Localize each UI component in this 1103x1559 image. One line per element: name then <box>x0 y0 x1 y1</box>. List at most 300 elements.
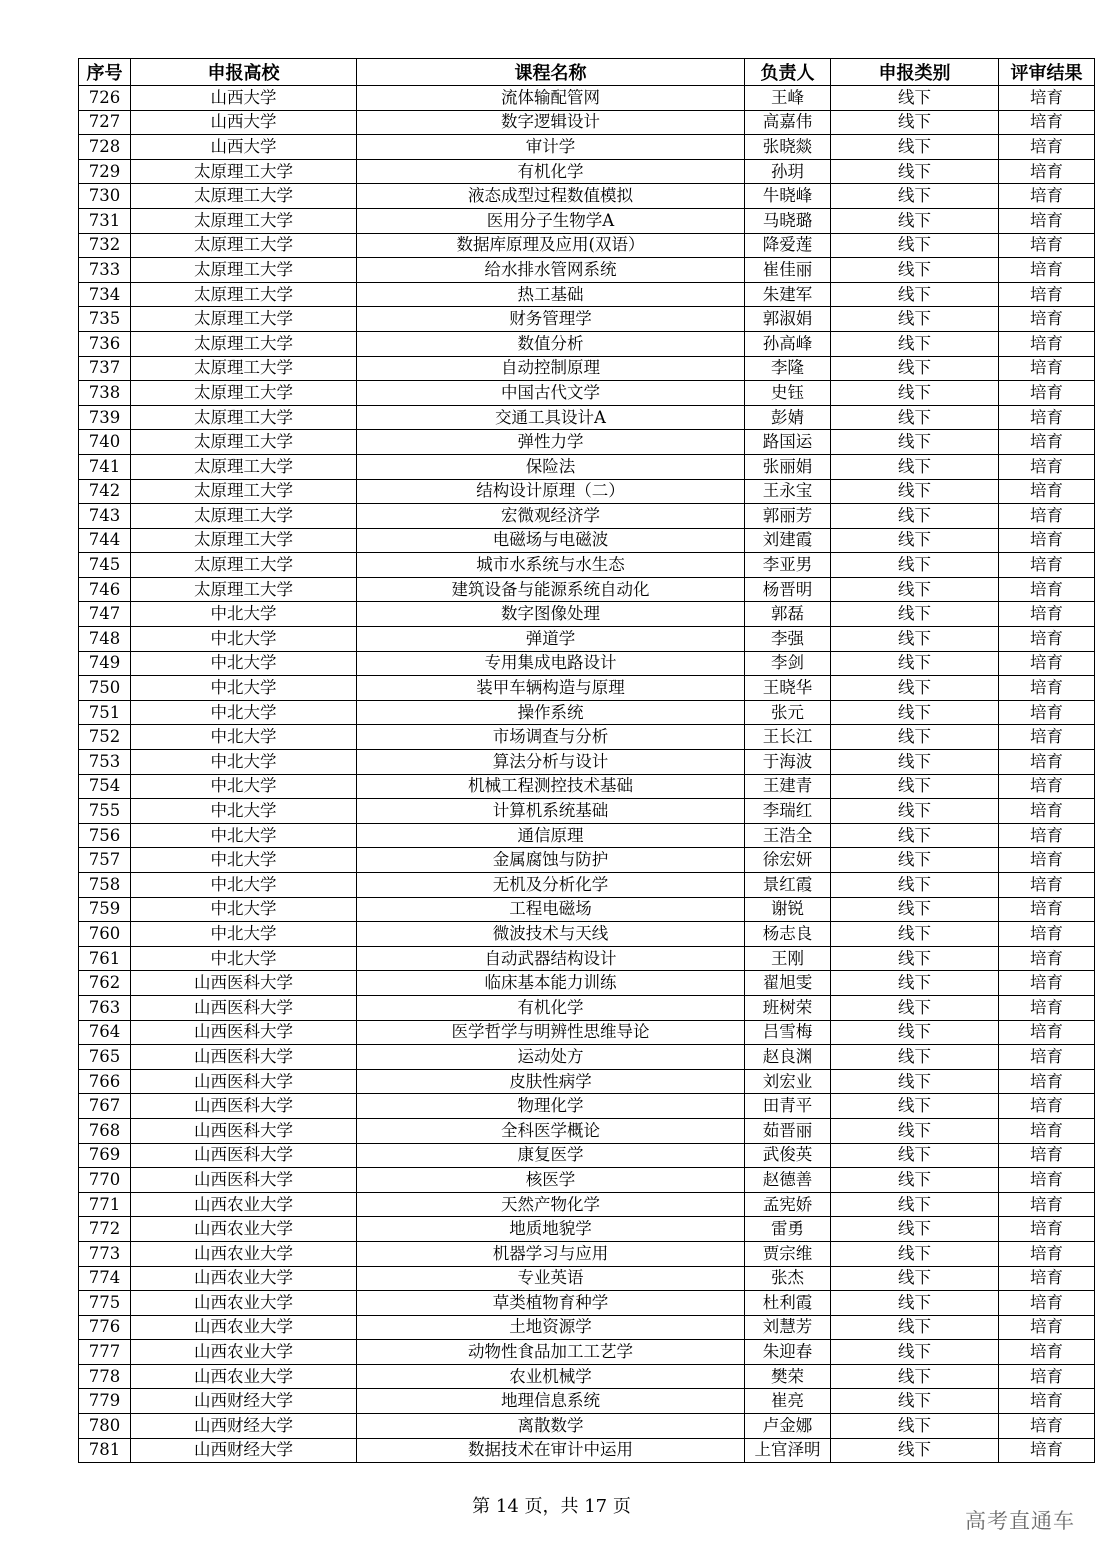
cell-result: 培育 <box>999 86 1095 111</box>
cell-index: 755 <box>79 799 131 824</box>
cell-leader: 王浩全 <box>745 823 831 848</box>
cell-category: 线下 <box>831 1217 999 1242</box>
cell-course-name: 微波技术与天线 <box>357 922 745 947</box>
cell-leader: 朱迎春 <box>745 1340 831 1365</box>
cell-leader: 王刚 <box>745 946 831 971</box>
cell-course-name: 保险法 <box>357 454 745 479</box>
cell-category: 线下 <box>831 331 999 356</box>
cell-course-name: 机器学习与应用 <box>357 1241 745 1266</box>
cell-course-name: 医学哲学与明辨性思维导论 <box>357 1020 745 1045</box>
cell-index: 754 <box>79 774 131 799</box>
cell-index: 775 <box>79 1291 131 1316</box>
cell-university: 中北大学 <box>131 823 357 848</box>
table-row <box>79 1069 1095 1094</box>
cell-course-name: 液态成型过程数值模拟 <box>357 184 745 209</box>
table-row <box>79 504 1095 529</box>
cell-university: 中北大学 <box>131 922 357 947</box>
header-leader: 负责人 <box>745 59 831 86</box>
table-row <box>79 430 1095 455</box>
cell-index: 756 <box>79 823 131 848</box>
cell-category: 线下 <box>831 1414 999 1439</box>
table-row <box>79 1192 1095 1217</box>
cell-course-name: 结构设计原理（二） <box>357 479 745 504</box>
cell-course-name: 无机及分析化学 <box>357 873 745 898</box>
cell-leader: 张丽娟 <box>745 454 831 479</box>
cell-result: 培育 <box>999 602 1095 627</box>
cell-result: 培育 <box>999 676 1095 701</box>
cell-category: 线下 <box>831 258 999 283</box>
cell-index: 748 <box>79 627 131 652</box>
table-row <box>79 1217 1095 1242</box>
cell-result: 培育 <box>999 774 1095 799</box>
cell-course-name: 农业机械学 <box>357 1364 745 1389</box>
cell-leader: 于海波 <box>745 750 831 775</box>
table-row <box>79 331 1095 356</box>
cell-result: 培育 <box>999 1118 1095 1143</box>
cell-category: 线下 <box>831 1241 999 1266</box>
cell-result: 培育 <box>999 725 1095 750</box>
cell-result: 培育 <box>999 233 1095 258</box>
watermark: 高考直通车 <box>965 1509 1075 1533</box>
cell-index: 736 <box>79 331 131 356</box>
cell-course-name: 自动武器结构设计 <box>357 946 745 971</box>
cell-course-name: 审计学 <box>357 135 745 160</box>
cell-category: 线下 <box>831 184 999 209</box>
header-university: 申报高校 <box>131 59 357 86</box>
cell-result: 培育 <box>999 1192 1095 1217</box>
table-row <box>79 553 1095 578</box>
table-row <box>79 405 1095 430</box>
cell-university: 山西农业大学 <box>131 1315 357 1340</box>
cell-leader: 茹晋丽 <box>745 1118 831 1143</box>
cell-category: 线下 <box>831 971 999 996</box>
cell-index: 763 <box>79 995 131 1020</box>
cell-university: 山西农业大学 <box>131 1217 357 1242</box>
cell-course-name: 数字逻辑设计 <box>357 110 745 135</box>
cell-category: 线下 <box>831 823 999 848</box>
cell-result: 培育 <box>999 135 1095 160</box>
cell-result: 培育 <box>999 1094 1095 1119</box>
cell-category: 线下 <box>831 774 999 799</box>
cell-category: 线下 <box>831 1143 999 1168</box>
cell-result: 培育 <box>999 504 1095 529</box>
table-row <box>79 1266 1095 1291</box>
table-row <box>79 258 1095 283</box>
cell-leader: 李强 <box>745 627 831 652</box>
cell-result: 培育 <box>999 184 1095 209</box>
cell-index: 762 <box>79 971 131 996</box>
cell-university: 山西医科大学 <box>131 1143 357 1168</box>
cell-category: 线下 <box>831 381 999 406</box>
cell-leader: 孟宪娇 <box>745 1192 831 1217</box>
table-row <box>79 651 1095 676</box>
table-row <box>79 208 1095 233</box>
cell-course-name: 数值分析 <box>357 331 745 356</box>
cell-category: 线下 <box>831 897 999 922</box>
cell-leader: 杨晋明 <box>745 577 831 602</box>
cell-result: 培育 <box>999 700 1095 725</box>
table-row <box>79 946 1095 971</box>
table-row <box>79 479 1095 504</box>
table-row <box>79 135 1095 160</box>
cell-leader: 王建青 <box>745 774 831 799</box>
cell-result: 培育 <box>999 1438 1095 1463</box>
cell-category: 线下 <box>831 725 999 750</box>
cell-university: 太原理工大学 <box>131 528 357 553</box>
cell-result: 培育 <box>999 307 1095 332</box>
cell-course-name: 全科医学概论 <box>357 1118 745 1143</box>
cell-university: 中北大学 <box>131 774 357 799</box>
cell-result: 培育 <box>999 1217 1095 1242</box>
cell-leader: 翟旭雯 <box>745 971 831 996</box>
cell-course-name: 离散数学 <box>357 1414 745 1439</box>
cell-university: 山西农业大学 <box>131 1340 357 1365</box>
table-row <box>79 1340 1095 1365</box>
cell-leader: 张元 <box>745 700 831 725</box>
cell-index: 728 <box>79 135 131 160</box>
cell-result: 培育 <box>999 258 1095 283</box>
cell-leader: 高嘉伟 <box>745 110 831 135</box>
cell-course-name: 交通工具设计A <box>357 405 745 430</box>
table-row <box>79 602 1095 627</box>
cell-category: 线下 <box>831 307 999 332</box>
table-row <box>79 823 1095 848</box>
cell-university: 太原理工大学 <box>131 504 357 529</box>
cell-leader: 路国运 <box>745 430 831 455</box>
cell-category: 线下 <box>831 627 999 652</box>
cell-course-name: 动物性食品加工工艺学 <box>357 1340 745 1365</box>
cell-index: 764 <box>79 1020 131 1045</box>
cell-leader: 马晓璐 <box>745 208 831 233</box>
table-row <box>79 233 1095 258</box>
cell-university: 中北大学 <box>131 750 357 775</box>
cell-category: 线下 <box>831 1020 999 1045</box>
cell-result: 培育 <box>999 1045 1095 1070</box>
cell-university: 中北大学 <box>131 725 357 750</box>
cell-result: 培育 <box>999 1414 1095 1439</box>
table-row <box>79 750 1095 775</box>
cell-course-name: 运动处方 <box>357 1045 745 1070</box>
cell-category: 线下 <box>831 700 999 725</box>
cell-leader: 降爱莲 <box>745 233 831 258</box>
cell-category: 线下 <box>831 602 999 627</box>
table-row <box>79 897 1095 922</box>
cell-category: 线下 <box>831 1094 999 1119</box>
header-category: 申报类别 <box>831 59 999 86</box>
table-row <box>79 700 1095 725</box>
table-row <box>79 454 1095 479</box>
cell-category: 线下 <box>831 1266 999 1291</box>
table-row <box>79 356 1095 381</box>
cell-course-name: 建筑设备与能源系统自动化 <box>357 577 745 602</box>
cell-university: 太原理工大学 <box>131 159 357 184</box>
cell-result: 培育 <box>999 897 1095 922</box>
cell-category: 线下 <box>831 1069 999 1094</box>
cell-index: 781 <box>79 1438 131 1463</box>
cell-university: 山西大学 <box>131 135 357 160</box>
cell-leader: 班树荣 <box>745 995 831 1020</box>
cell-category: 线下 <box>831 1291 999 1316</box>
cell-leader: 史钰 <box>745 381 831 406</box>
cell-course-name: 通信原理 <box>357 823 745 848</box>
table-row <box>79 1414 1095 1439</box>
header-index: 序号 <box>79 59 131 86</box>
table-row <box>79 725 1095 750</box>
cell-leader: 杜利霞 <box>745 1291 831 1316</box>
cell-index: 779 <box>79 1389 131 1414</box>
cell-course-name: 地理信息系统 <box>357 1389 745 1414</box>
cell-category: 线下 <box>831 873 999 898</box>
cell-course-name: 专业英语 <box>357 1266 745 1291</box>
table-row <box>79 1389 1095 1414</box>
cell-category: 线下 <box>831 799 999 824</box>
cell-category: 线下 <box>831 1045 999 1070</box>
cell-index: 742 <box>79 479 131 504</box>
cell-university: 山西医科大学 <box>131 1094 357 1119</box>
cell-university: 太原理工大学 <box>131 331 357 356</box>
cell-index: 778 <box>79 1364 131 1389</box>
cell-university: 太原理工大学 <box>131 307 357 332</box>
cell-result: 培育 <box>999 577 1095 602</box>
cell-result: 培育 <box>999 1020 1095 1045</box>
table-row <box>79 1094 1095 1119</box>
cell-university: 山西大学 <box>131 110 357 135</box>
cell-university: 山西财经大学 <box>131 1438 357 1463</box>
cell-course-name: 数据库原理及应用(双语） <box>357 233 745 258</box>
cell-index: 761 <box>79 946 131 971</box>
table-row <box>79 1241 1095 1266</box>
cell-index: 751 <box>79 700 131 725</box>
cell-university: 太原理工大学 <box>131 553 357 578</box>
cell-category: 线下 <box>831 1168 999 1193</box>
cell-leader: 李剑 <box>745 651 831 676</box>
table-row <box>79 159 1095 184</box>
cell-index: 749 <box>79 651 131 676</box>
cell-category: 线下 <box>831 750 999 775</box>
cell-course-name: 弹道学 <box>357 627 745 652</box>
page-number: 第 14 页，共 17 页 <box>472 1496 631 1517</box>
cell-index: 731 <box>79 208 131 233</box>
cell-university: 山西医科大学 <box>131 1069 357 1094</box>
table-row <box>79 848 1095 873</box>
cell-category: 线下 <box>831 995 999 1020</box>
cell-course-name: 天然产物化学 <box>357 1192 745 1217</box>
cell-leader: 田青平 <box>745 1094 831 1119</box>
table-header-row <box>79 59 1095 86</box>
cell-university: 太原理工大学 <box>131 282 357 307</box>
cell-index: 770 <box>79 1168 131 1193</box>
cell-university: 山西财经大学 <box>131 1414 357 1439</box>
cell-university: 太原理工大学 <box>131 430 357 455</box>
cell-category: 线下 <box>831 946 999 971</box>
cell-university: 山西医科大学 <box>131 1168 357 1193</box>
table-row <box>79 1291 1095 1316</box>
cell-leader: 牛晓峰 <box>745 184 831 209</box>
cell-course-name: 皮肤性病学 <box>357 1069 745 1094</box>
cell-leader: 张晓燚 <box>745 135 831 160</box>
cell-course-name: 医用分子生物学A <box>357 208 745 233</box>
cell-index: 729 <box>79 159 131 184</box>
cell-index: 750 <box>79 676 131 701</box>
cell-index: 771 <box>79 1192 131 1217</box>
cell-leader: 杨志良 <box>745 922 831 947</box>
cell-university: 山西医科大学 <box>131 971 357 996</box>
cell-leader: 李隆 <box>745 356 831 381</box>
cell-category: 线下 <box>831 405 999 430</box>
cell-index: 739 <box>79 405 131 430</box>
cell-course-name: 操作系统 <box>357 700 745 725</box>
cell-index: 780 <box>79 1414 131 1439</box>
cell-result: 培育 <box>999 873 1095 898</box>
cell-result: 培育 <box>999 922 1095 947</box>
cell-index: 768 <box>79 1118 131 1143</box>
cell-course-name: 流体输配管网 <box>357 86 745 111</box>
table-row <box>79 1168 1095 1193</box>
cell-university: 中北大学 <box>131 627 357 652</box>
cell-result: 培育 <box>999 356 1095 381</box>
cell-result: 培育 <box>999 479 1095 504</box>
cell-index: 759 <box>79 897 131 922</box>
cell-leader: 李亚男 <box>745 553 831 578</box>
cell-course-name: 装甲车辆构造与原理 <box>357 676 745 701</box>
cell-category: 线下 <box>831 651 999 676</box>
cell-leader: 刘宏业 <box>745 1069 831 1094</box>
cell-leader: 景红霞 <box>745 873 831 898</box>
cell-result: 培育 <box>999 381 1095 406</box>
cell-course-name: 计算机系统基础 <box>357 799 745 824</box>
cell-result: 培育 <box>999 430 1095 455</box>
table-row <box>79 110 1095 135</box>
table-row <box>79 627 1095 652</box>
table-row <box>79 922 1095 947</box>
table-row <box>79 676 1095 701</box>
cell-university: 太原理工大学 <box>131 258 357 283</box>
cell-leader: 徐宏妍 <box>745 848 831 873</box>
cell-leader: 彭婧 <box>745 405 831 430</box>
cell-course-name: 宏微观经济学 <box>357 504 745 529</box>
cell-course-name: 电磁场与电磁波 <box>357 528 745 553</box>
cell-result: 培育 <box>999 1340 1095 1365</box>
cell-index: 772 <box>79 1217 131 1242</box>
cell-course-name: 有机化学 <box>357 995 745 1020</box>
table-row <box>79 184 1095 209</box>
cell-category: 线下 <box>831 553 999 578</box>
cell-index: 734 <box>79 282 131 307</box>
cell-leader: 崔亮 <box>745 1389 831 1414</box>
cell-index: 732 <box>79 233 131 258</box>
cell-leader: 刘建霞 <box>745 528 831 553</box>
cell-university: 太原理工大学 <box>131 479 357 504</box>
cell-course-name: 物理化学 <box>357 1094 745 1119</box>
cell-university: 中北大学 <box>131 799 357 824</box>
cell-index: 741 <box>79 454 131 479</box>
cell-course-name: 有机化学 <box>357 159 745 184</box>
cell-leader: 郭丽芳 <box>745 504 831 529</box>
table-row <box>79 307 1095 332</box>
cell-category: 线下 <box>831 356 999 381</box>
cell-university: 中北大学 <box>131 700 357 725</box>
cell-course-name: 数字图像处理 <box>357 602 745 627</box>
cell-result: 培育 <box>999 1143 1095 1168</box>
cell-university: 中北大学 <box>131 946 357 971</box>
cell-university: 山西医科大学 <box>131 1045 357 1070</box>
cell-result: 培育 <box>999 159 1095 184</box>
cell-index: 776 <box>79 1315 131 1340</box>
cell-leader: 上官泽明 <box>745 1438 831 1463</box>
cell-index: 737 <box>79 356 131 381</box>
cell-index: 753 <box>79 750 131 775</box>
cell-leader: 孙玥 <box>745 159 831 184</box>
cell-leader: 郭淑娟 <box>745 307 831 332</box>
cell-result: 培育 <box>999 971 1095 996</box>
cell-result: 培育 <box>999 208 1095 233</box>
cell-result: 培育 <box>999 1364 1095 1389</box>
cell-university: 山西大学 <box>131 86 357 111</box>
cell-category: 线下 <box>831 110 999 135</box>
cell-category: 线下 <box>831 1192 999 1217</box>
table-row <box>79 1118 1095 1143</box>
cell-university: 太原理工大学 <box>131 405 357 430</box>
table-row <box>79 873 1095 898</box>
cell-course-name: 财务管理学 <box>357 307 745 332</box>
cell-course-name: 算法分析与设计 <box>357 750 745 775</box>
table-row <box>79 1364 1095 1389</box>
cell-index: 769 <box>79 1143 131 1168</box>
cell-course-name: 核医学 <box>357 1168 745 1193</box>
cell-index: 747 <box>79 602 131 627</box>
cell-index: 758 <box>79 873 131 898</box>
cell-result: 培育 <box>999 1389 1095 1414</box>
cell-result: 培育 <box>999 799 1095 824</box>
cell-category: 线下 <box>831 479 999 504</box>
table-row <box>79 1315 1095 1340</box>
cell-result: 培育 <box>999 651 1095 676</box>
cell-leader: 刘慧芳 <box>745 1315 831 1340</box>
cell-result: 培育 <box>999 331 1095 356</box>
cell-result: 培育 <box>999 1241 1095 1266</box>
cell-index: 746 <box>79 577 131 602</box>
table-row <box>79 381 1095 406</box>
table-row <box>79 1438 1095 1463</box>
cell-course-name: 地质地貌学 <box>357 1217 745 1242</box>
cell-result: 培育 <box>999 946 1095 971</box>
cell-leader: 李瑞红 <box>745 799 831 824</box>
cell-index: 777 <box>79 1340 131 1365</box>
cell-index: 766 <box>79 1069 131 1094</box>
cell-index: 735 <box>79 307 131 332</box>
cell-index: 743 <box>79 504 131 529</box>
cell-leader: 王晓华 <box>745 676 831 701</box>
cell-university: 山西农业大学 <box>131 1364 357 1389</box>
header-result: 评审结果 <box>999 59 1095 86</box>
cell-index: 767 <box>79 1094 131 1119</box>
table-row <box>79 577 1095 602</box>
cell-university: 山西农业大学 <box>131 1266 357 1291</box>
table-row <box>79 282 1095 307</box>
cell-course-name: 弹性力学 <box>357 430 745 455</box>
cell-index: 726 <box>79 86 131 111</box>
cell-result: 培育 <box>999 1168 1095 1193</box>
cell-index: 730 <box>79 184 131 209</box>
course-table <box>78 58 1095 1463</box>
cell-category: 线下 <box>831 577 999 602</box>
cell-university: 山西财经大学 <box>131 1389 357 1414</box>
cell-result: 培育 <box>999 823 1095 848</box>
cell-university: 太原理工大学 <box>131 356 357 381</box>
cell-category: 线下 <box>831 528 999 553</box>
cell-leader: 贾宗维 <box>745 1241 831 1266</box>
cell-university: 中北大学 <box>131 897 357 922</box>
